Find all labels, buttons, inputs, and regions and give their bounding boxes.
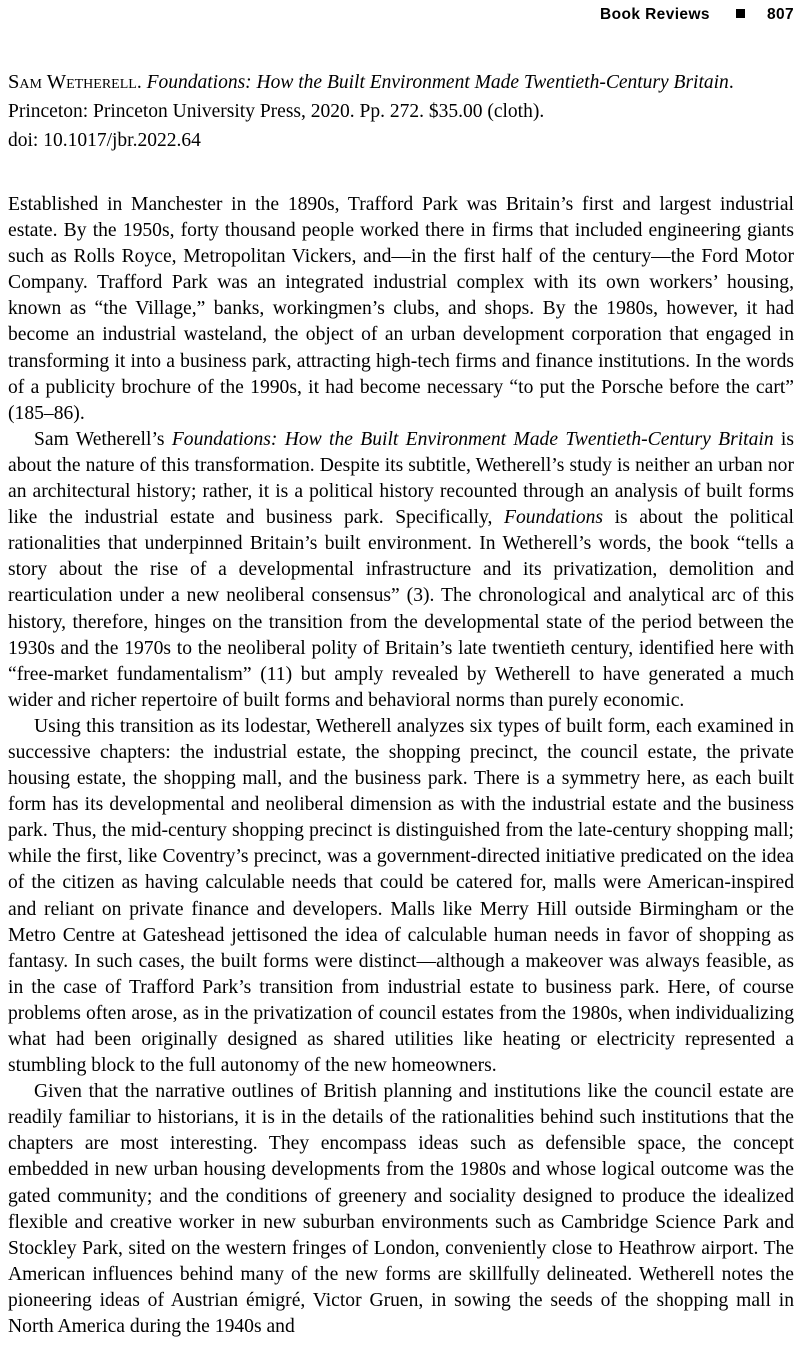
italic-title-run: Foundations: How the Built Environment Made Twentieth-Century Britain	[171, 428, 774, 450]
book-title: Foundations: How the Built Environment Made Twentieth-Century Britain	[146, 72, 729, 93]
body-paragraph: Sam Wetherell’s Foundations: How the Built Environment Made Twentieth-Century Britain is about the nature of this transformation. Despite its subtitle, Wetherell’s study is neither an urban nor an architectural history; rather, it is a political history recounted through an analysis of built forms like the industrial estate and business park. Specifically, Foundations is about the political rationalities that underpinned Britain’s built environment. In Wetherell’s words, the book “tells a story about the rise of a developmental infrastructure and its privatization, demolition and rearticulation under a new neoliberal consensus” (3). The chronological and analytical arc of this history, therefore, hinges on the transition from the developmental state of the period between the 1930s and the 1970s to the neoliberal polity of Britain’s late twentieth century, identified here with “free-market fundamentalism” (11) but amply revealed by Wetherell to have generated a much wider and richer repertoire of built forms and behavioral norms than purely economic.	[8, 428, 795, 711]
review-author-name: Sam Wetherell	[8, 71, 137, 93]
body-paragraph: Given that the narrative outlines of British planning and institutions like the council estate are readily familiar to historians, it is in the details of the rationalities behind such institutions that the chapters are most interesting. They encompass ideas such as defensible space, the concept embedded in new urban housing developments from the 1980s and whose logical outcome was the gated community; and the conditions of greenery and sociality designed to produce the idealized flexible and creative worker in new suburban environments such as Cambridge Science Park and Stockley Park, sited on the western fringes of London, conveniently close to Heathrow airport. The American influences behind many of the new forms are skillfully delineated. Wetherell notes the pioneering ideas of Austrian émigré, Victor Gruen, in sowing the seeds of the shopping mall in North America during the 1940s and	[8, 1081, 794, 1338]
black-square-marker-icon	[736, 9, 745, 18]
page-number: 807	[766, 6, 794, 23]
running-header	[0, 6, 794, 24]
italic-title-run: Foundations	[503, 507, 604, 529]
running-header-title: Book Reviews	[600, 6, 710, 23]
headnote-citation-line	[8, 68, 794, 97]
author-suffix: .	[136, 72, 142, 93]
bibliographic-headnote	[8, 68, 794, 155]
book-title-suffix: .	[728, 72, 734, 93]
publication-details: Princeton: Princeton University Press, 2020. Pp. 272. $35.00 (cloth).	[8, 101, 545, 122]
review-body	[8, 192, 794, 1340]
doi-line: doi: 10.1017/jbr.2022.64	[8, 130, 201, 151]
body-paragraph: Using this transition as its lodestar, Wetherell analyzes six types of built form, each examined in successive chapters: the industrial estate, the shopping precinct, the council estate, the private housing estate, the shopping mall, and the business park. There is a symmetry here, as each built form has its developmental and neoliberal dimension as with the industrial estate and the business park. Thus, the mid-century shopping precinct is distinguished from the late-century shopping mall; while the first, like Coventry’s precinct, was a government-directed initiative predicated on the idea of the citizen as having calculable needs that could be catered for, malls were American-inspired and reliant on private finance and developers. Malls like Merry Hill outside Birmingham or the Metro Centre at Gateshead jettisoned the idea of calculable human needs in favor of shopping as fantasy. In such cases, the built forms were distinct—although a makeover was always feasible, as in the case of Trafford Park’s transition from industrial estate to business park. Here, of course problems often arose, as in the privatization of council estates from the 1980s, when individualizing what had been originally designed as shared utilities like heating or electricity represented a stumbling block to the full autonomy of the new homeowners.	[8, 715, 794, 1077]
body-paragraph: Established in Manchester in the 1890s, Trafford Park was Britain’s first and largest industrial estate. By the 1950s, forty thousand people worked there in firms that included engineering giants such as Rolls Royce, Metropolitan Vickers, and—in the first half of the century—the Ford Motor Company. Trafford Park was an integrated industrial complex with its own workers’ housing, known as “the Village,” banks, workingmen’s clubs, and shops. By the 1980s, however, it had become an industrial wasteland, the object of an urban development corporation that engaged in transforming it into a business park, attracting high-tech firms and finance institutions. In the words of a publicity brochure of the 1990s, it had become necessary “to put the Porsche before the cart” (185–86).	[8, 194, 794, 424]
